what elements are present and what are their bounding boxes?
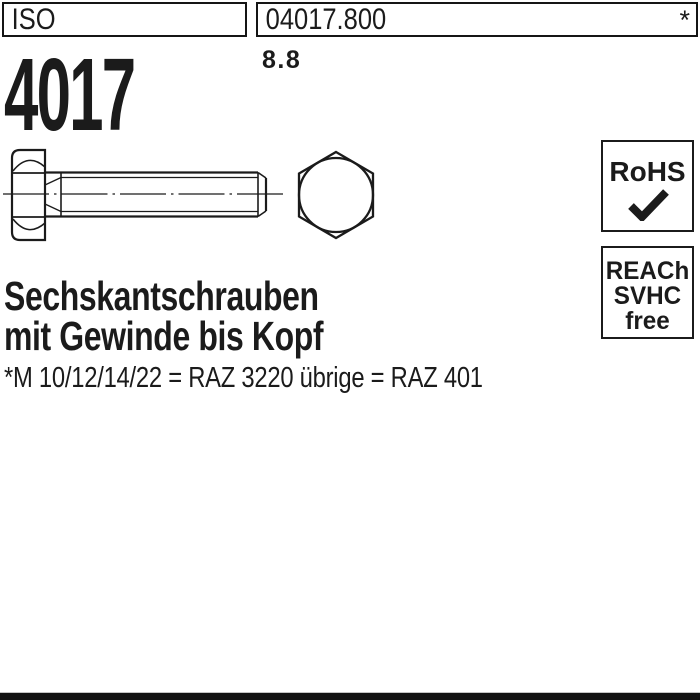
bolt-side-view [3,150,285,240]
standard-number: 4017 [4,37,135,152]
rohs-label: RoHS [609,156,686,187]
article-number: 04017.800 [265,2,387,36]
standard-label: ISO [11,2,56,36]
strength-class: 8.8 [262,46,302,74]
product-footnote: *M 10/12/14/22 = RAZ 3220 übrige = RAZ 401 [4,362,483,394]
standard-label-box [2,2,247,37]
rohs-badge [601,140,694,232]
reach-line1: REACh [605,257,690,285]
reach-line3: free [625,307,670,335]
reach-badge [601,246,694,339]
footnote-marker: * [679,4,690,35]
article-number-box [256,2,698,37]
bolt-end-view [299,152,373,238]
hex-bolt-drawing-icon [0,140,400,260]
checkmark-icon [625,189,671,221]
bottom-bar [0,693,700,700]
product-title-line2: mit Gewinde bis Kopf [4,313,324,359]
product-title-line1: Sechskantschrauben [4,273,319,319]
reach-line2: SVHC [613,282,682,310]
